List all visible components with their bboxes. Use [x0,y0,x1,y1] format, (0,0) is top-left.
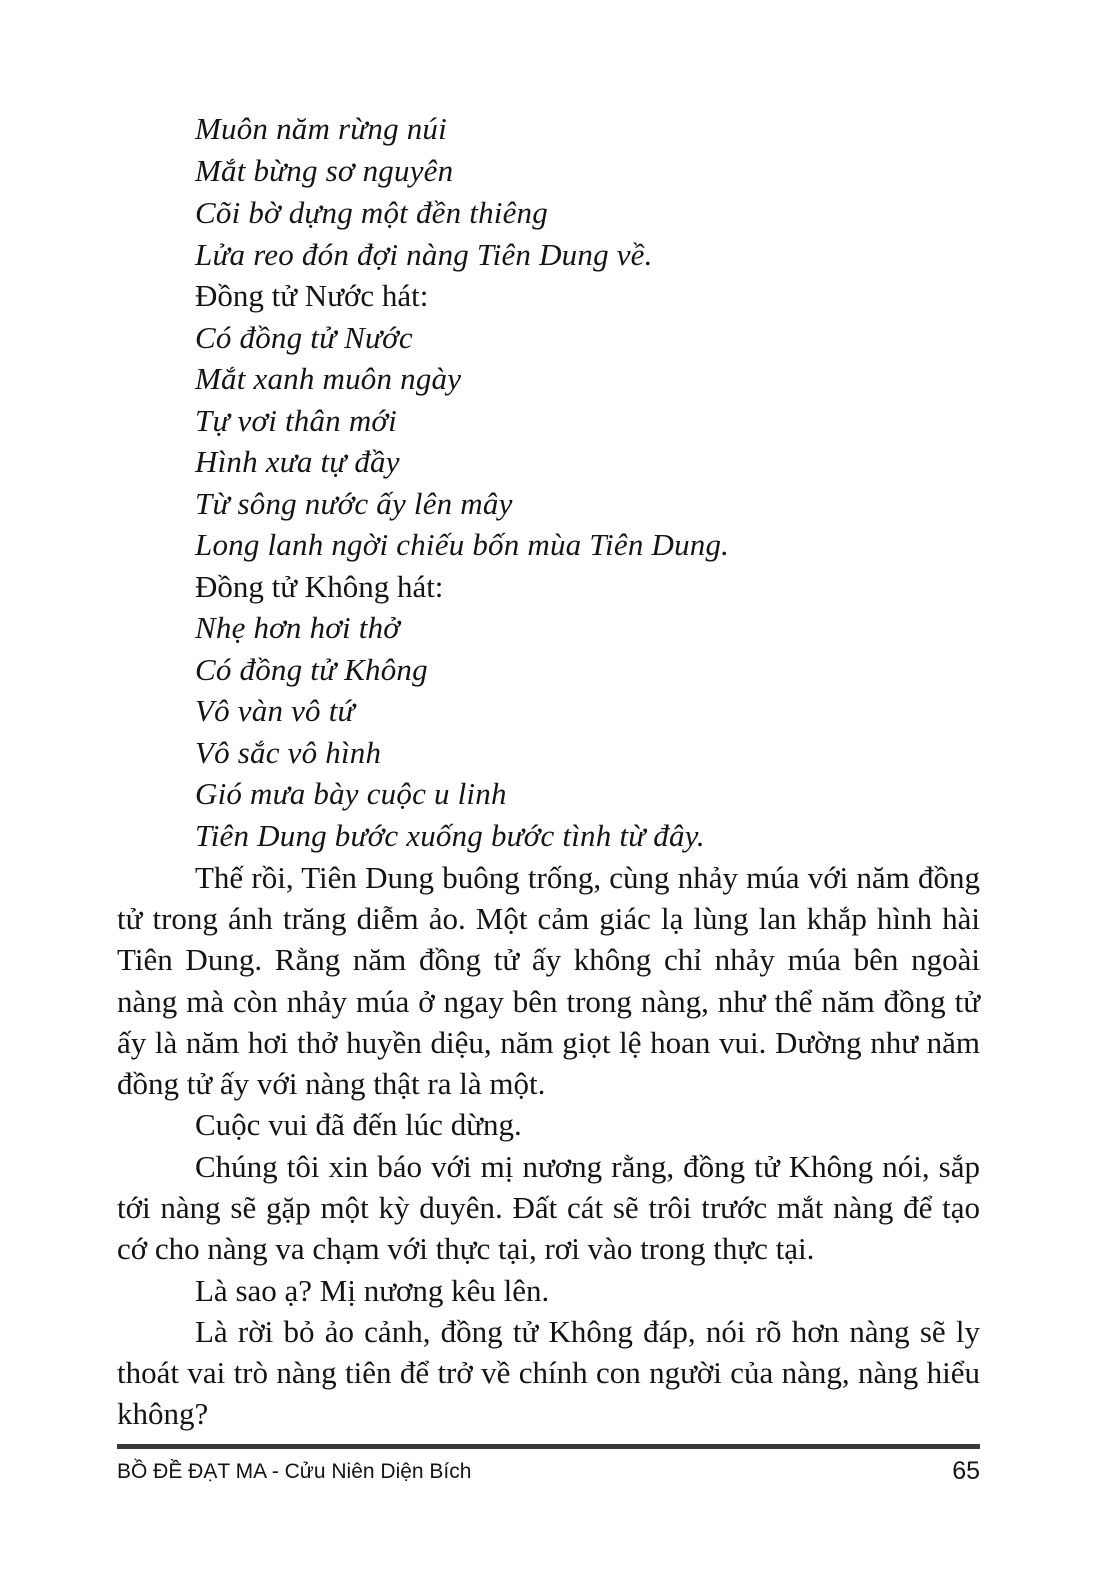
running-footer-title: BỒ ĐỀ ĐẠT MA - Cửu Niên Diện Bích [117,1460,472,1483]
body-paragraph: Cuộc vui đã đến lúc dừng. [195,1107,522,1142]
body-paragraph: Là rời bỏ ảo cảnh, đồng tử Không đáp, nói rõ hơn nàng sẽ ly thoát vai trò nàng tiên để trở về chính con người của nàng, nàng hiểu không? [117,1314,980,1432]
verse-line: Có đồng tử Nước [195,320,413,355]
speaker-label: Đồng tử Nước hát: [195,278,429,313]
verse-line: Tiên Dung bước xuống bước tình từ đây. [195,818,705,853]
verse-line: Mắt bừng sơ nguyên [195,153,454,188]
verse-line: Mắt xanh muôn ngày [195,361,462,396]
body-paragraph: Thế rồi, Tiên Dung buông trống, cùng nhảy múa với năm đồng tử trong ánh trăng diễm ảo. Một cảm giác lạ lùng lan khắp hình hài Tiên Dung. Rằng năm đồng tử ấy không chỉ nhảy múa bên ngoài nàng mà còn nhảy múa ở ngay bên trong nàng, như thể năm đồng tử ấy là năm hơi thở huyền diệu, năm giọt lệ hoan vui. Dường như năm đồng tử ấy với nàng thật ra là một. [117,860,980,1102]
verse-line: Muôn năm rừng núi [195,111,447,146]
verse-line: Gió mưa bày cuộc u linh [195,776,507,811]
verse-line: Tự vơi thân mới [195,403,397,438]
verse-line: Lửa reo đón đợi nàng Tiên Dung về. [195,237,653,272]
verse-line: Nhẹ hơn hơi thở [195,610,401,645]
verse-line: Long lanh ngời chiếu bốn mùa Tiên Dung. [195,527,730,562]
verse-line: Vô sắc vô hình [195,735,382,770]
verse-line: Có đồng tử Không [195,652,428,687]
speaker-label: Đồng tử Không hát: [195,569,444,604]
footer-rule [117,1444,980,1449]
verse-line: Cõi bờ dựng một đền thiêng [195,195,548,230]
page-number: 65 [952,1457,980,1485]
verse-line: Từ sông nước ấy lên mây [195,486,513,521]
verse-line: Hình xưa tự đầy [195,444,400,479]
body-paragraph: Chúng tôi xin báo với mị nương rằng, đồng tử Không nói, sắp tới nàng sẽ gặp một kỳ duyên. Đất cát sẽ trôi trước mắt nàng để tạo cớ cho nàng va chạm với thực tại, rơi vào trong thực tại. [117,1149,980,1267]
verse-line: Vô vàn vô tứ [195,693,355,728]
body-paragraph: Là sao ạ? Mị nương kêu lên. [195,1273,550,1308]
